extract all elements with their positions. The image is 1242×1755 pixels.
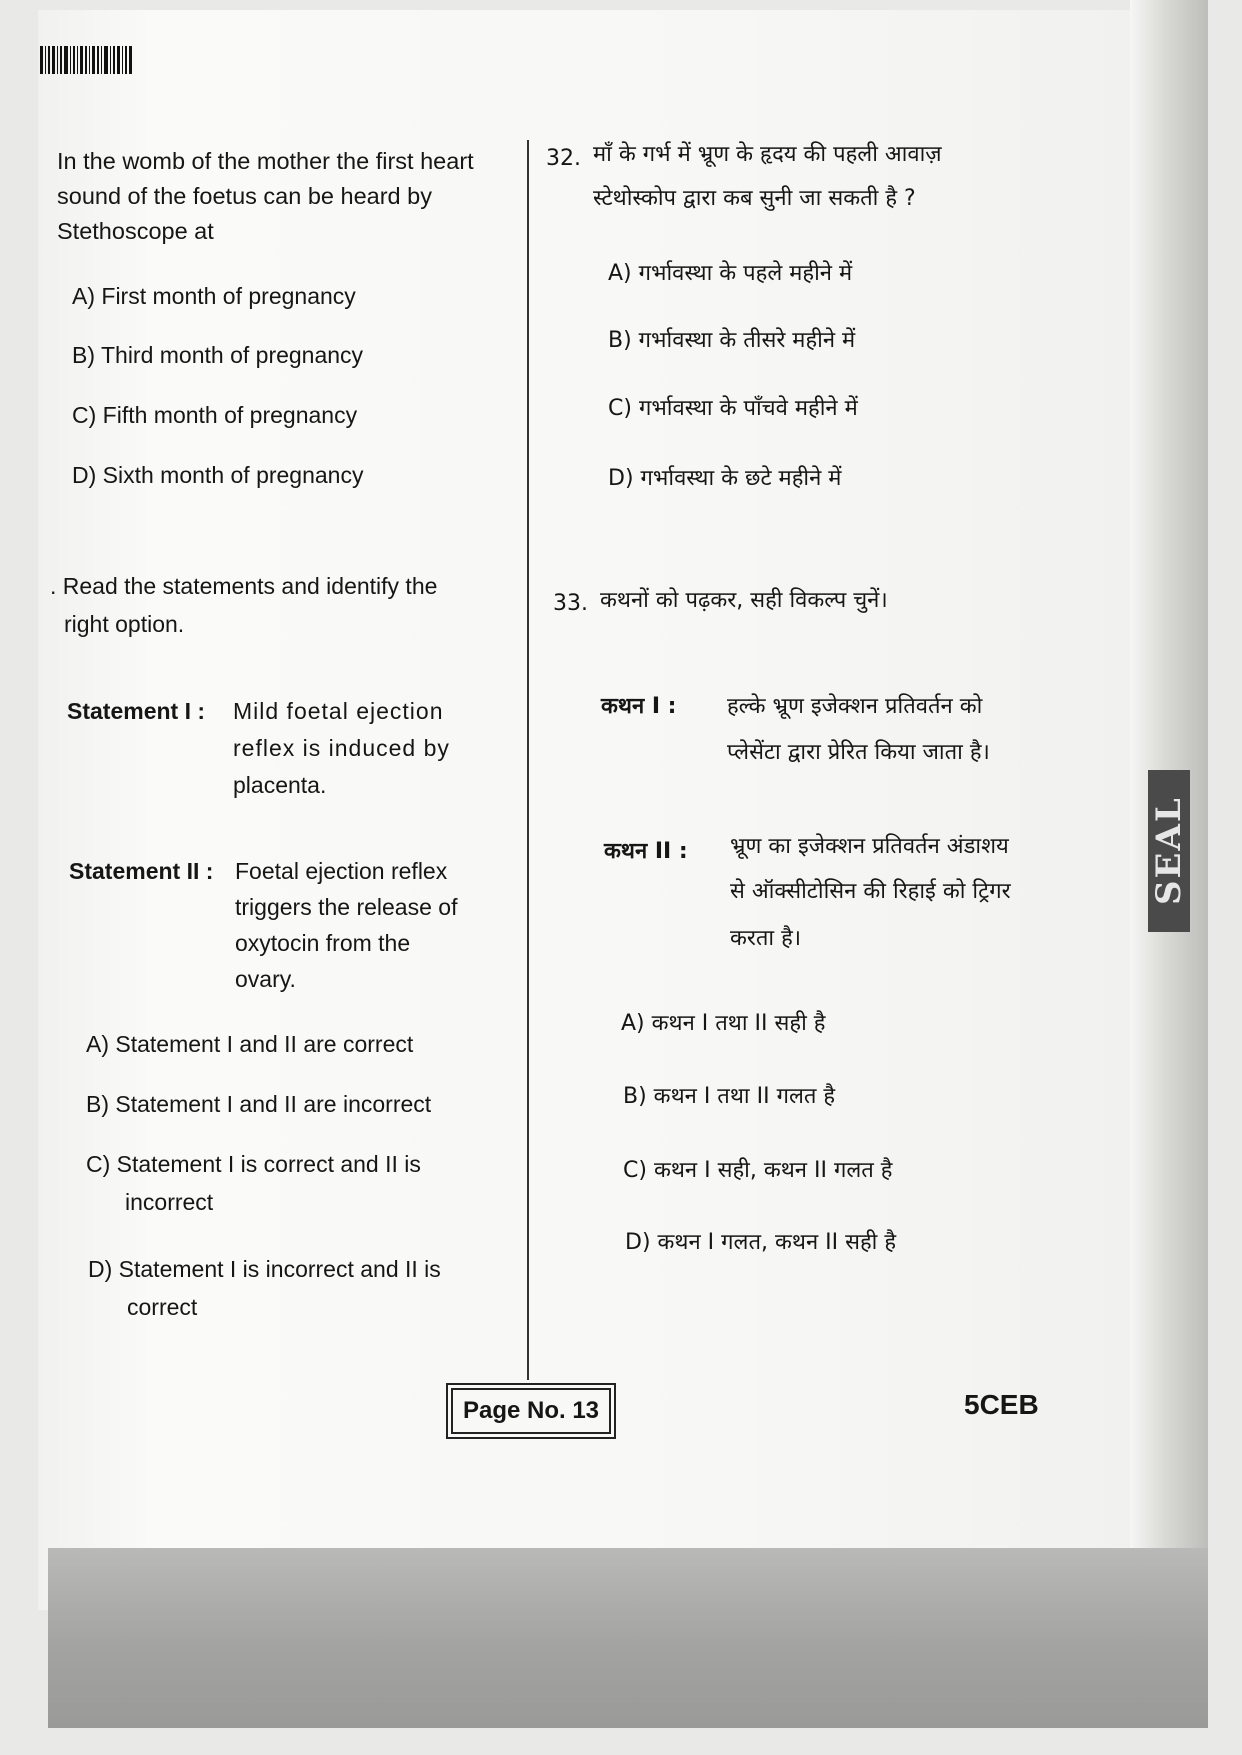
q32-option-a: A) गर्भावस्था के पहले महीने में — [608, 261, 853, 286]
question-line-1: In the womb of the mother the first heart — [57, 148, 474, 174]
seal-tab: SEAL — [1148, 770, 1190, 932]
q33-hindi-option-c: C) कथन I सही, कथन II गलत है — [623, 1158, 893, 1183]
q32-option-c: C) गर्भावस्था के पाँचवे महीने में — [608, 396, 858, 421]
option-c: C) Fifth month of pregnancy — [72, 402, 358, 428]
q32-line-1: माँ के गर्भ में भ्रूण के हृदय की पहली आवाज़ — [593, 142, 942, 167]
option-a: A) First month of pregnancy — [72, 283, 356, 309]
kathan-2-line-2: से ऑक्सीटोसिन की रिहाई को ट्रिगर — [730, 879, 1011, 904]
q32-line-2: स्टेथोस्कोप द्वारा कब सुनी जा सकती है ? — [593, 186, 916, 211]
q32-option-d: D) गर्भावस्था के छटे महीने में — [608, 466, 842, 491]
kathan-1-label: कथन I : — [601, 694, 677, 719]
q33-prompt-line-1: . Read the statements and identify the — [50, 573, 438, 599]
option-d: D) Sixth month of pregnancy — [72, 462, 364, 488]
column-divider — [527, 140, 529, 1380]
q33-hindi-option-a: A) कथन I तथा II सही है — [621, 1011, 826, 1036]
statement-1-line-3: placenta. — [233, 772, 327, 798]
q33-prompt-line-2: right option. — [64, 611, 185, 637]
statement-2-line-2: triggers the release of — [235, 894, 458, 920]
booklet-code: 5CEB — [964, 1389, 1039, 1420]
statement-2-line-1: Foetal ejection reflex — [235, 858, 448, 884]
statement-2-line-3: oxytocin from the — [235, 930, 411, 956]
q33-option-c-line-2: incorrect — [125, 1189, 214, 1215]
statement-1-label: Statement I : — [67, 698, 206, 724]
statement-2-line-4: ovary. — [235, 966, 296, 992]
statement-2-label: Statement II : — [69, 858, 214, 884]
q33-option-d-line-2: correct — [127, 1294, 198, 1320]
kathan-1-line-1: हल्के भ्रूण इजेक्शन प्रतिवर्तन को — [727, 694, 983, 719]
kathan-2-line-1: भ्रूण का इजेक्शन प्रतिवर्तन अंडाशय — [730, 834, 1009, 859]
q33-prompt-hindi: कथनों को पढ़कर, सही विकल्प चुनें। — [600, 588, 888, 613]
question-line-3: Stethoscope at — [57, 218, 214, 244]
q33-hindi-option-b: B) कथन I तथा II गलत है — [623, 1084, 836, 1109]
statement-1-line-2: reflex is induced by — [233, 735, 450, 761]
page-number: Page No. 13 — [451, 1388, 611, 1434]
option-b: B) Third month of pregnancy — [72, 342, 364, 368]
paper-sheet — [38, 10, 1193, 1610]
q32-option-b: B) गर्भावस्था के तीसरे महीने में — [608, 328, 856, 353]
statement-1-line-1: Mild foetal ejection — [233, 698, 444, 724]
q33-option-b: B) Statement I and II are incorrect — [86, 1091, 432, 1117]
barcode-icon — [40, 46, 135, 74]
q32-number: 32. — [546, 146, 581, 171]
page-number-box — [446, 1383, 616, 1439]
q33-option-c-line-1: C) Statement I is correct and II is — [86, 1151, 421, 1177]
scan-shadow — [48, 1548, 1208, 1728]
q33-option-a: A) Statement I and II are correct — [86, 1031, 414, 1057]
kathan-1-line-2: प्लेसेंटा द्वारा प्रेरित किया जाता है। — [727, 740, 990, 765]
q33-hindi-option-d: D) कथन I गलत, कथन II सही है — [625, 1230, 897, 1255]
question-line-2: sound of the foetus can be heard by — [57, 183, 432, 209]
q33-number: 33. — [553, 591, 588, 616]
kathan-2-line-3: करता है। — [730, 926, 802, 951]
q33-option-d-line-1: D) Statement I is incorrect and II is — [88, 1256, 441, 1282]
kathan-2-label: कथन II : — [604, 839, 688, 864]
